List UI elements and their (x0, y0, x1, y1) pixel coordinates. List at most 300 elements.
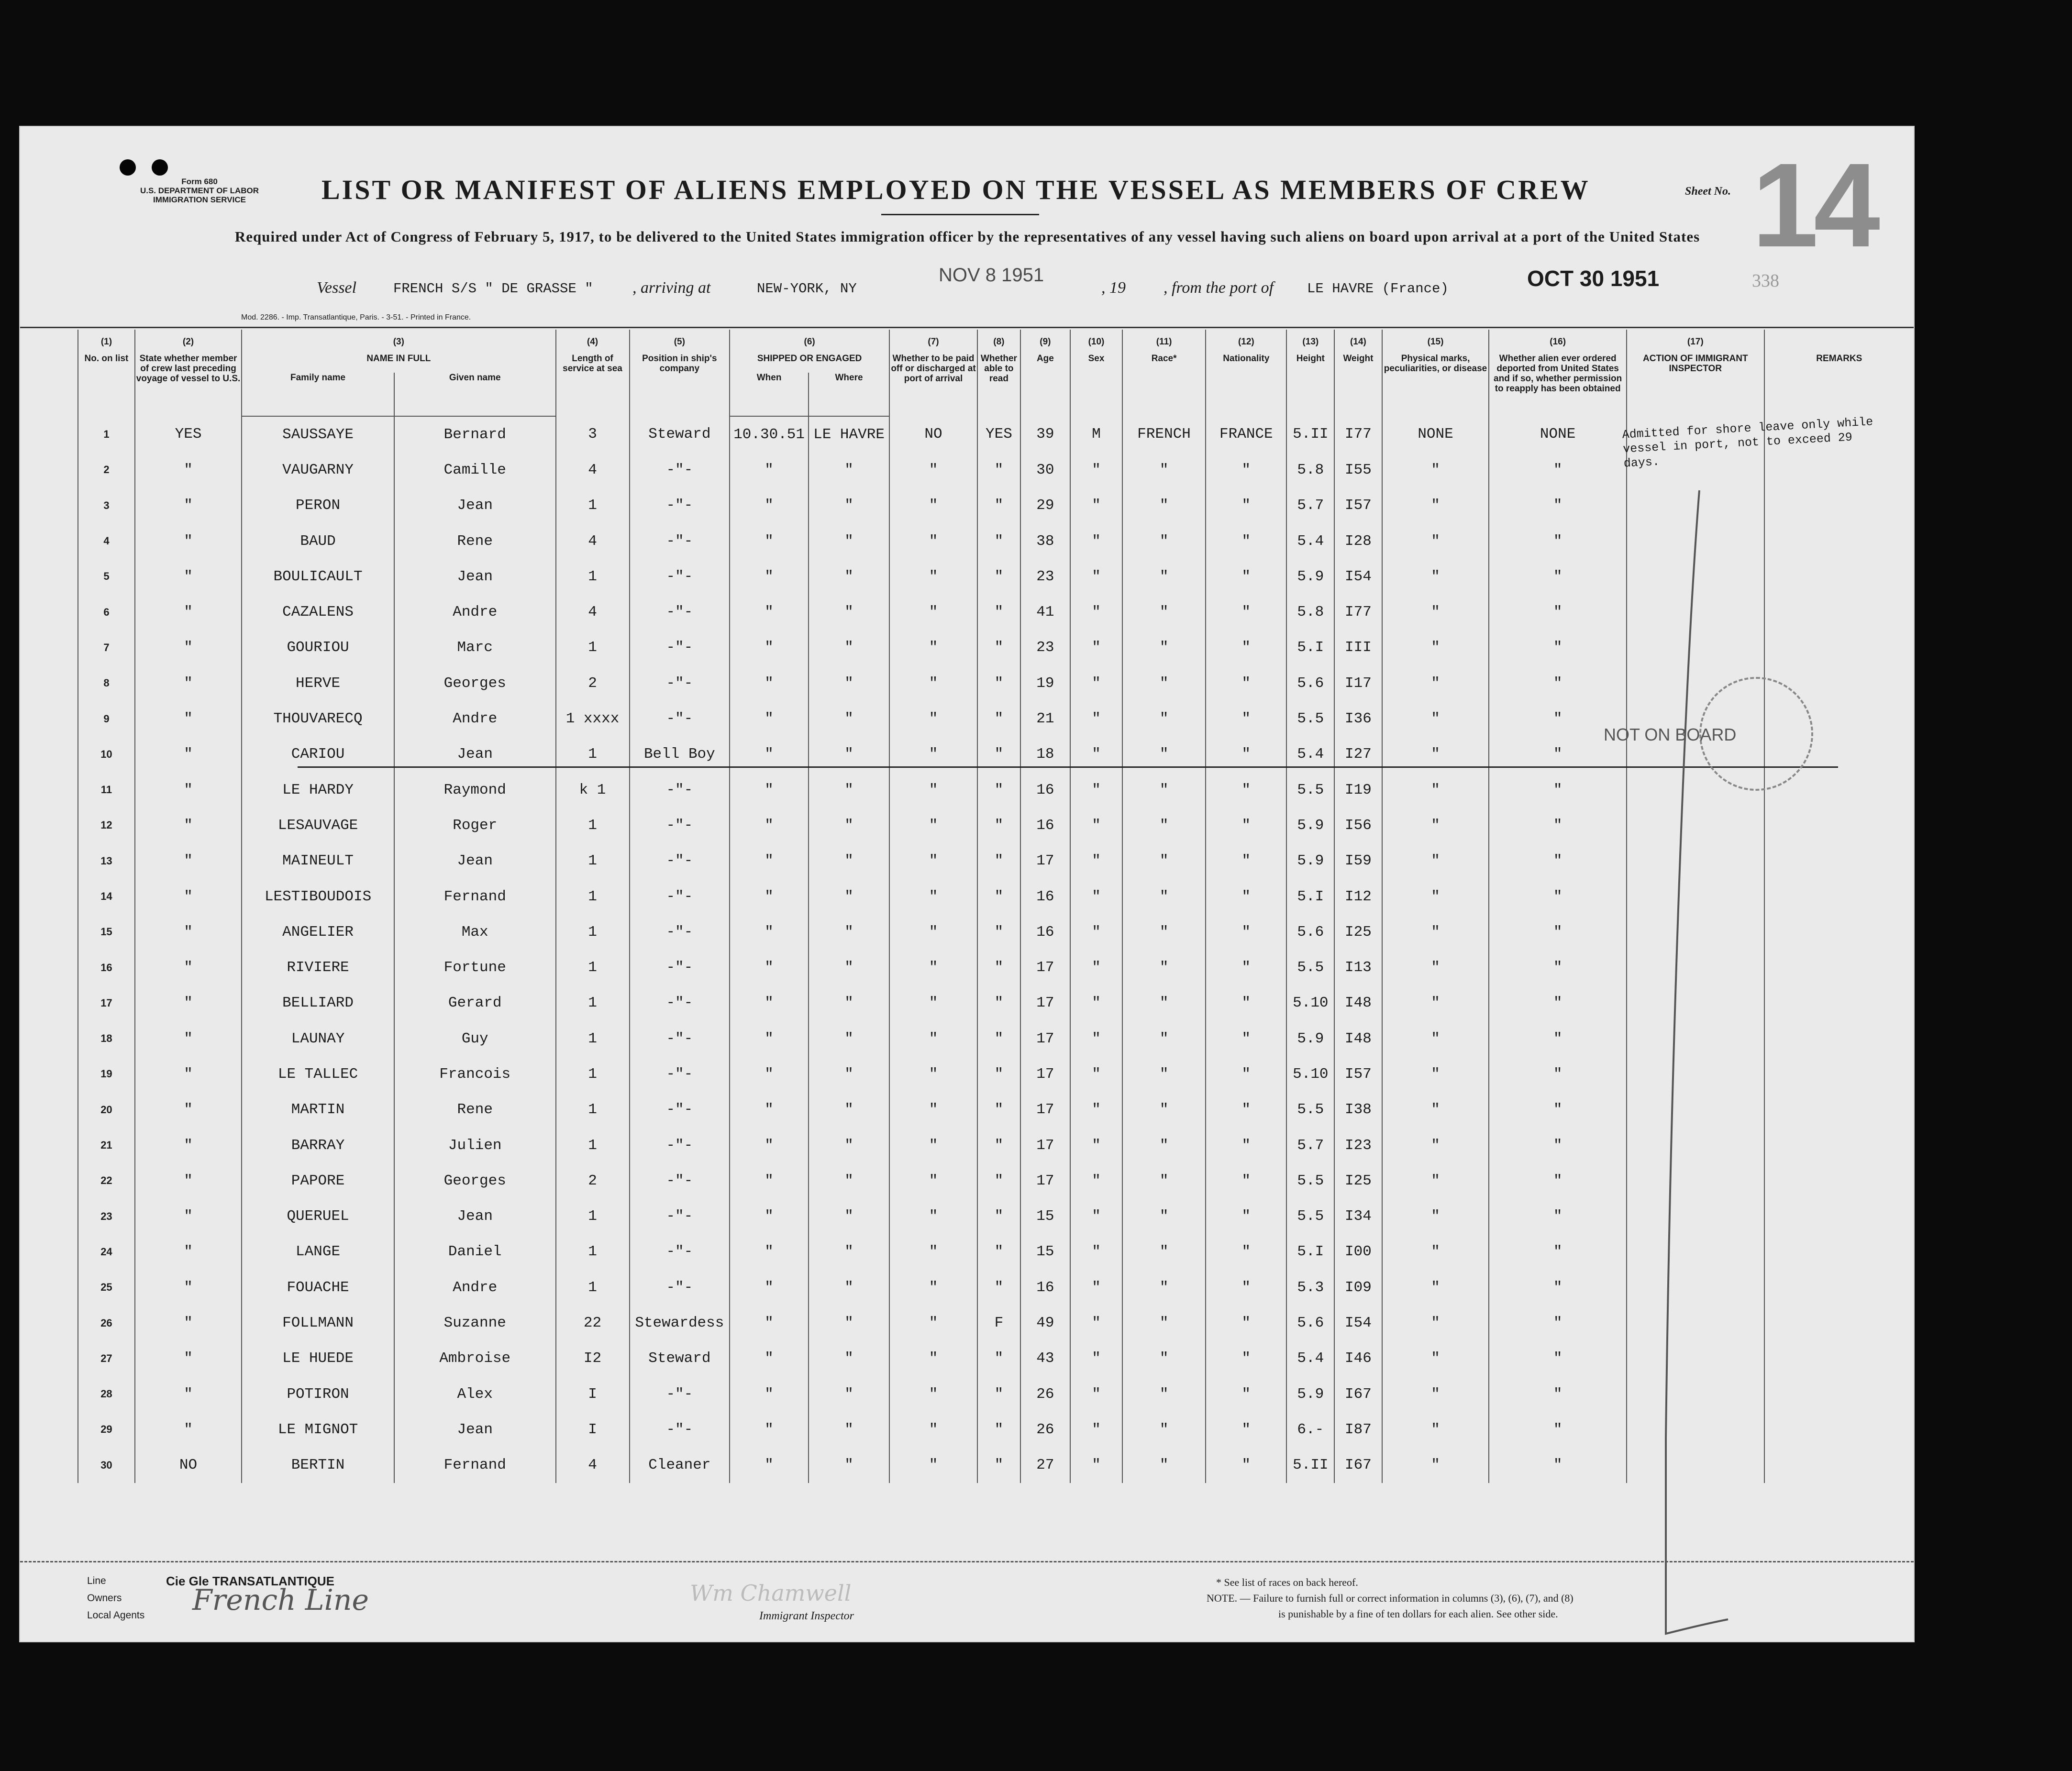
cell-read: " (977, 1448, 1020, 1483)
penalty-note: NOTE. — Failure to furnish full or correct information in columns (3), (6), (7), and (8) (1207, 1592, 1573, 1604)
cell-when: " (730, 772, 809, 808)
cell-race: " (1122, 1305, 1206, 1340)
cell-when: " (730, 950, 809, 985)
cell-no: 27 (78, 1341, 135, 1376)
cell-weight: I67 (1334, 1448, 1382, 1483)
cell-race: " (1122, 1234, 1206, 1270)
cell-position: Steward (630, 1341, 730, 1376)
cell-when: " (730, 665, 809, 701)
cell-height: 5.5 (1286, 701, 1334, 736)
cell-position: -"- (630, 1199, 730, 1234)
cell-read: " (977, 1341, 1020, 1376)
cell-weight: I09 (1334, 1270, 1382, 1305)
cell-sex: " (1070, 1199, 1122, 1234)
cell-no: 10 (78, 737, 135, 772)
cell-service: k 1 (556, 772, 630, 808)
cell-paid: " (889, 737, 977, 772)
cell-paid: " (889, 559, 977, 594)
cell-where: " (809, 914, 889, 950)
cell-nat: " (1206, 950, 1286, 985)
cell-given: Jean (394, 488, 556, 523)
cell-marks: " (1382, 914, 1489, 950)
col12-number: (12) (1206, 330, 1286, 354)
cell-position: -"- (630, 665, 730, 701)
remarks-cell (1764, 630, 1914, 665)
cell-deported: " (1489, 1412, 1627, 1447)
cell-nat: " (1206, 665, 1286, 701)
cell-no: 26 (78, 1305, 135, 1340)
cell-where: " (809, 1199, 889, 1234)
cell-family: BARRAY (242, 1128, 394, 1163)
col-physical-marks: Physical marks, peculiarities, or disease (1382, 354, 1489, 416)
cell-family: FOUACHE (242, 1270, 394, 1305)
cell-no: 6 (78, 594, 135, 630)
cell-when: " (730, 808, 809, 843)
cell-deported: " (1489, 772, 1627, 808)
cell-position: -"- (630, 594, 730, 630)
cell-weight: I19 (1334, 772, 1382, 808)
cell-when: " (730, 1341, 809, 1376)
cell-when: " (730, 985, 809, 1021)
penalty-note-cont: is punishable by a fine of ten dollars for each alien. See other side. (1278, 1608, 1558, 1620)
cell-when: 10.30.51 (730, 416, 809, 452)
cell-nat: " (1206, 488, 1286, 523)
cell-service: 22 (556, 1305, 630, 1340)
col4-number: (4) (556, 330, 630, 354)
col-remarks: REMARKS (1764, 354, 1914, 416)
year-label: , 19 (1101, 279, 1126, 297)
cell-deported: " (1489, 1163, 1627, 1198)
cell-prev: " (135, 737, 242, 772)
cell-marks: " (1382, 1270, 1489, 1305)
cell-deported: " (1489, 701, 1627, 736)
cell-sex: " (1070, 1305, 1122, 1340)
cell-height: 5.I (1286, 879, 1334, 914)
cell-race: " (1122, 665, 1206, 701)
admitted-annotation: Admitted for shore leave only while vessel in port, not to exceed 29 days. (1622, 415, 1873, 471)
col5-number: (5) (630, 330, 730, 354)
cell-service: 2 (556, 665, 630, 701)
cell-race: " (1122, 1128, 1206, 1163)
cell-height: 5.9 (1286, 1376, 1334, 1412)
cell-no: 8 (78, 665, 135, 701)
cell-family: FOLLMANN (242, 1305, 394, 1340)
cell-age: 18 (1020, 737, 1070, 772)
cell-position: Steward (630, 416, 730, 452)
cell-nat: " (1206, 630, 1286, 665)
sheet-label: Sheet No. (1685, 185, 1731, 198)
cell-paid: " (889, 1376, 977, 1412)
cell-given: Raymond (394, 772, 556, 808)
cell-weight: I55 (1334, 452, 1382, 487)
cell-where: " (809, 1270, 889, 1305)
cell-service: 1 (556, 1056, 630, 1092)
remarks-cell (1764, 879, 1914, 914)
cell-paid: " (889, 1341, 977, 1376)
cell-age: 16 (1020, 1270, 1070, 1305)
cell-marks: " (1382, 1056, 1489, 1092)
cell-age: 16 (1020, 808, 1070, 843)
cell-when: " (730, 1376, 809, 1412)
cell-read: " (977, 523, 1020, 559)
cell-when: " (730, 488, 809, 523)
cell-sex: " (1070, 594, 1122, 630)
cell-when: " (730, 1412, 809, 1447)
cell-age: 17 (1020, 1056, 1070, 1092)
col14-number: (14) (1334, 330, 1382, 354)
page-code: 338 (1752, 271, 1779, 291)
cell-prev: " (135, 1021, 242, 1056)
cell-when: " (730, 559, 809, 594)
cell-when: " (730, 879, 809, 914)
cell-prev: " (135, 808, 242, 843)
cell-family: MAINEULT (242, 843, 394, 879)
cell-no: 13 (78, 843, 135, 879)
cell-marks: " (1382, 1092, 1489, 1128)
cell-when: " (730, 1448, 809, 1483)
cell-service: 1 (556, 737, 630, 772)
cell-marks: " (1382, 1448, 1489, 1483)
col17-number: (17) (1627, 330, 1764, 354)
cell-height: 5.5 (1286, 950, 1334, 985)
cell-weight: I25 (1334, 1163, 1382, 1198)
cell-race: " (1122, 772, 1206, 808)
cell-weight: I25 (1334, 914, 1382, 950)
remarks-cell (1764, 1412, 1914, 1447)
manifest-sheet (19, 126, 1915, 1642)
cell-family: BAUD (242, 523, 394, 559)
cell-paid: " (889, 1128, 977, 1163)
cell-when: " (730, 1092, 809, 1128)
cell-marks: " (1382, 559, 1489, 594)
line-label: Line (87, 1575, 106, 1586)
cell-prev: " (135, 630, 242, 665)
col2-number: (2) (135, 330, 242, 354)
cell-where: " (809, 1412, 889, 1447)
cell-service: 1 (556, 559, 630, 594)
cell-paid: " (889, 914, 977, 950)
cell-service: I (556, 1412, 630, 1447)
cell-prev: " (135, 772, 242, 808)
cell-weight: I28 (1334, 523, 1382, 559)
remarks-cell (1764, 1128, 1914, 1163)
cell-nat: " (1206, 879, 1286, 914)
cell-position: -"- (630, 1376, 730, 1412)
cell-race: " (1122, 914, 1206, 950)
cell-height: 5.5 (1286, 772, 1334, 808)
cell-prev: " (135, 1234, 242, 1270)
cell-deported: " (1489, 914, 1627, 950)
cell-height: 5.6 (1286, 1305, 1334, 1340)
cell-no: 28 (78, 1376, 135, 1412)
cell-weight: I17 (1334, 665, 1382, 701)
cell-position: -"- (630, 1270, 730, 1305)
cell-family: CAZALENS (242, 594, 394, 630)
remarks-cell (1764, 1056, 1914, 1092)
cell-when: " (730, 1199, 809, 1234)
cell-age: 17 (1020, 1021, 1070, 1056)
cell-deported: " (1489, 737, 1627, 772)
cell-no: 5 (78, 559, 135, 594)
cell-marks: " (1382, 950, 1489, 985)
cell-given: Guy (394, 1021, 556, 1056)
cell-nat: " (1206, 1163, 1286, 1198)
cell-height: 5.5 (1286, 1163, 1334, 1198)
cell-prev: " (135, 559, 242, 594)
col-shipped-or-engaged: SHIPPED OR ENGAGED (730, 354, 889, 373)
cell-race: " (1122, 1056, 1206, 1092)
cell-age: 17 (1020, 985, 1070, 1021)
cell-service: 1 xxxx (556, 701, 630, 736)
cell-prev: " (135, 1128, 242, 1163)
cell-marks: " (1382, 772, 1489, 808)
cell-position: -"- (630, 452, 730, 487)
cell-deported: " (1489, 1376, 1627, 1412)
cell-given: Jean (394, 1199, 556, 1234)
cell-weight: I54 (1334, 1305, 1382, 1340)
cell-race: FRENCH (1122, 416, 1206, 452)
col-deported: Whether alien ever ordered deported from United States and if so, whether permission to reapply has been obtained (1489, 354, 1627, 416)
cell-age: 29 (1020, 488, 1070, 523)
cell-family: HERVE (242, 665, 394, 701)
cell-race: " (1122, 879, 1206, 914)
cell-paid: " (889, 772, 977, 808)
cell-weight: I77 (1334, 416, 1382, 452)
cell-when: " (730, 914, 809, 950)
cell-when: " (730, 452, 809, 487)
cell-prev: " (135, 1270, 242, 1305)
col-when: When (730, 373, 809, 416)
cell-deported: " (1489, 808, 1627, 843)
cell-weight: I34 (1334, 1199, 1382, 1234)
cell-given: Alex (394, 1376, 556, 1412)
cell-given: Georges (394, 1163, 556, 1198)
cell-weight: I48 (1334, 1021, 1382, 1056)
cell-service: 1 (556, 1199, 630, 1234)
cell-sex: " (1070, 523, 1122, 559)
cell-family: VAUGARNY (242, 452, 394, 487)
cell-given: Gerard (394, 985, 556, 1021)
cell-prev: " (135, 1199, 242, 1234)
sheet-number: 14 (1752, 138, 1876, 272)
cell-weight: I23 (1334, 1128, 1382, 1163)
departure-date-stamp: OCT 30 1951 (1527, 266, 1660, 291)
cell-race: " (1122, 701, 1206, 736)
col-inspector-action: ACTION OF IMMIGRANT INSPECTOR (1627, 354, 1764, 416)
race-note: * See list of races on back hereof. (1216, 1576, 1358, 1588)
cell-family: LESTIBOUDOIS (242, 879, 394, 914)
inspector-label: Immigrant Inspector (759, 1610, 854, 1622)
cell-height: 5.9 (1286, 843, 1334, 879)
service-label: IMMIGRATION SERVICE (153, 195, 246, 204)
cell-nat: " (1206, 1341, 1286, 1376)
cell-race: " (1122, 630, 1206, 665)
cell-read: " (977, 1056, 1020, 1092)
cell-age: 16 (1020, 914, 1070, 950)
cell-given: Rene (394, 523, 556, 559)
cell-where: " (809, 1056, 889, 1092)
cell-prev: " (135, 1056, 242, 1092)
cell-paid: " (889, 879, 977, 914)
cell-age: 17 (1020, 1128, 1070, 1163)
print-imprint: Mod. 2286. - Imp. Transatlantique, Paris. - 3-51. - Printed in France. (241, 313, 471, 321)
cell-height: 5.10 (1286, 985, 1334, 1021)
cell-marks: " (1382, 737, 1489, 772)
cell-service: 1 (556, 985, 630, 1021)
col8-number: (8) (977, 330, 1020, 354)
cell-weight: I38 (1334, 1092, 1382, 1128)
cell-height: 5.4 (1286, 523, 1334, 559)
cell-when: " (730, 523, 809, 559)
cell-sex: " (1070, 1163, 1122, 1198)
cell-given: Camille (394, 452, 556, 487)
cell-where: " (809, 594, 889, 630)
cell-no: 4 (78, 523, 135, 559)
cell-where: " (809, 1021, 889, 1056)
cell-when: " (730, 843, 809, 879)
col-previous-voyage: State whether member of crew last preceding voyage of vessel to U.S. (135, 354, 242, 416)
cell-paid: " (889, 1092, 977, 1128)
cell-weight: I12 (1334, 879, 1382, 914)
cell-no: 20 (78, 1092, 135, 1128)
cell-when: " (730, 1270, 809, 1305)
cell-sex: " (1070, 1376, 1122, 1412)
cell-prev: " (135, 1163, 242, 1198)
cell-prev: YES (135, 416, 242, 452)
cell-read: " (977, 665, 1020, 701)
cell-family: LE MIGNOT (242, 1412, 394, 1447)
cell-service: 1 (556, 808, 630, 843)
cell-height: 5.9 (1286, 808, 1334, 843)
handwritten-bracket (1613, 481, 1757, 1642)
cell-deported: " (1489, 1305, 1627, 1340)
remarks-cell (1764, 1234, 1914, 1270)
cell-no: 18 (78, 1021, 135, 1056)
cell-family: GOURIOU (242, 630, 394, 665)
remarks-cell (1764, 1021, 1914, 1056)
cell-given: Fortune (394, 950, 556, 985)
cell-where: " (809, 488, 889, 523)
remarks-cell (1764, 950, 1914, 985)
cell-no: 17 (78, 985, 135, 1021)
cell-height: 5.5 (1286, 1199, 1334, 1234)
cell-deported: " (1489, 1341, 1627, 1376)
cell-paid: " (889, 1448, 977, 1483)
cell-when: " (730, 630, 809, 665)
cell-deported: NONE (1489, 416, 1627, 452)
cell-sex: " (1070, 914, 1122, 950)
cell-position: -"- (630, 559, 730, 594)
cell-service: I (556, 1376, 630, 1412)
col-name-in-full: NAME IN FULL (242, 354, 555, 373)
cell-no: 14 (78, 879, 135, 914)
cell-deported: " (1489, 879, 1627, 914)
cell-marks: NONE (1382, 416, 1489, 452)
cell-race: " (1122, 594, 1206, 630)
cell-race: " (1122, 1341, 1206, 1376)
cell-family: THOUVARECQ (242, 701, 394, 736)
cell-family: LESAUVAGE (242, 808, 394, 843)
remarks-cell (1764, 594, 1914, 630)
col10-number: (10) (1070, 330, 1122, 354)
cell-weight: III (1334, 630, 1382, 665)
cell-paid: " (889, 1163, 977, 1198)
cell-read: " (977, 808, 1020, 843)
col9-number: (9) (1020, 330, 1070, 354)
cell-height: 5.I (1286, 1234, 1334, 1270)
cell-family: LE HUEDE (242, 1341, 394, 1376)
cell-deported: " (1489, 1199, 1627, 1234)
cell-read: " (977, 737, 1020, 772)
cell-no: 24 (78, 1234, 135, 1270)
cell-where: " (809, 1448, 889, 1483)
cell-family: LE TALLEC (242, 1056, 394, 1092)
remarks-cell (1764, 808, 1914, 843)
cell-where: " (809, 843, 889, 879)
cell-age: 41 (1020, 594, 1070, 630)
cell-deported: " (1489, 1234, 1627, 1270)
cell-read: " (977, 701, 1020, 736)
cell-position: -"- (630, 1163, 730, 1198)
cell-where: " (809, 1128, 889, 1163)
cell-where: " (809, 772, 889, 808)
cell-where: " (809, 1163, 889, 1198)
cell-where: " (809, 1376, 889, 1412)
cell-race: " (1122, 1092, 1206, 1128)
cell-marks: " (1382, 630, 1489, 665)
cell-height: 5.II (1286, 1448, 1334, 1483)
cell-read: " (977, 488, 1020, 523)
cell-given: Andre (394, 1270, 556, 1305)
cell-sex: " (1070, 772, 1122, 808)
cell-family: LE HARDY (242, 772, 394, 808)
cell-position: -"- (630, 488, 730, 523)
cell-marks: " (1382, 808, 1489, 843)
cell-sex: " (1070, 1092, 1122, 1128)
cell-given: Suzanne (394, 1305, 556, 1340)
cell-where: " (809, 523, 889, 559)
inspector-signature: Wm Chamwell (690, 1580, 852, 1606)
cell-sex: " (1070, 808, 1122, 843)
cell-no: 9 (78, 701, 135, 736)
cell-nat: " (1206, 1056, 1286, 1092)
col-position: Position in ship's company (630, 354, 730, 416)
remarks-cell (1764, 488, 1914, 523)
cell-marks: " (1382, 1128, 1489, 1163)
cell-marks: " (1382, 1163, 1489, 1198)
cell-paid: " (889, 808, 977, 843)
cell-weight: I27 (1334, 737, 1382, 772)
punch-hole (120, 159, 136, 176)
cell-marks: " (1382, 701, 1489, 736)
cell-prev: " (135, 1412, 242, 1447)
cell-read: " (977, 1128, 1020, 1163)
cell-age: 15 (1020, 1234, 1070, 1270)
cell-family: ANGELIER (242, 914, 394, 950)
cell-service: 4 (556, 523, 630, 559)
cell-age: 43 (1020, 1341, 1070, 1376)
cell-service: 1 (556, 1270, 630, 1305)
cell-sex: " (1070, 843, 1122, 879)
cell-deported: " (1489, 488, 1627, 523)
cell-sex: " (1070, 488, 1122, 523)
cell-service: 3 (556, 416, 630, 452)
cell-family: MARTIN (242, 1092, 394, 1128)
cell-where: " (809, 1305, 889, 1340)
cell-where: " (809, 985, 889, 1021)
cell-age: 30 (1020, 452, 1070, 487)
remarks-cell (1764, 843, 1914, 879)
